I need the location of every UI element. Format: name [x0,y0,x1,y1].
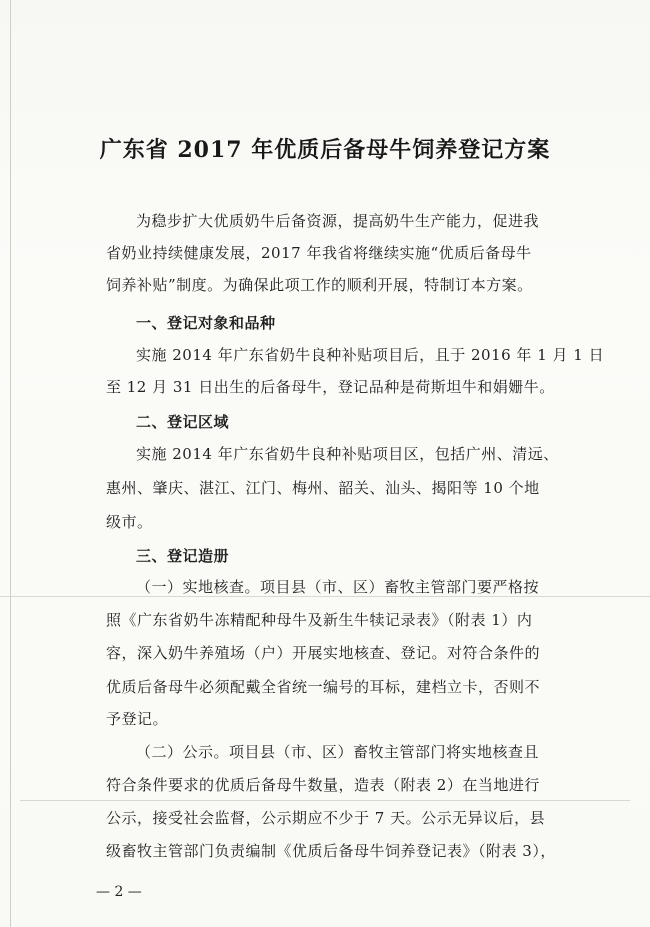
section-heading-3: 三、登记造册 [136,547,230,565]
body-line: 实施 2014 年广东省奶牛良种补贴项目后，且于 2016 年 1 月 1 日 [136,346,605,364]
body-line: 予登记。 [106,710,169,728]
paper-fold-line [20,800,630,801]
body-line: 至 12 月 31 日出生的后备母牛，登记品种是荷斯坦牛和娟姗牛。 [106,378,555,396]
body-line: 级市。 [106,513,153,531]
body-line: （一）实地核查。项目县（市、区）畜牧主管部门要严格按 [136,578,540,596]
section-heading-1: 一、登记对象和品种 [136,314,276,332]
body-line: （二）公示。项目县（市、区）畜牧主管部门将实地核查且 [136,743,540,761]
body-line: 惠州、肇庆、湛江、江门、梅州、韶关、汕头、揭阳等 10 个地 [106,479,540,497]
body-line: 优质后备母牛必须配戴全省统一编号的耳标，建档立卡，否则不 [106,678,541,696]
body-line: 容，深入奶牛养殖场（户）开展实地核查、登记。对符合条件的 [106,644,541,662]
body-line: 照《广东省奶牛冻精配种母牛及新生牛犊记录表》（附表 1）内 [106,611,533,629]
page-number: — 2 — [96,884,142,900]
body-line: 省奶业持续健康发展，2017 年我省将继续实施“优质后备母牛 [106,244,532,262]
document-title: 广东省 2017 年优质后备母牛饲养登记方案 [99,137,551,163]
body-line: 符合条件要求的优质后备母牛数量，造表（附表 2）在当地进行 [106,776,540,794]
body-line: 级畜牧主管部门负责编制《优质后备母牛饲养登记表》（附表 3）， [106,842,556,860]
body-line: 饲养补贴”制度。为确保此项工作的顺利开展，特制订本方案。 [106,276,533,294]
section-heading-2: 二、登记区域 [136,413,230,431]
body-line: 实施 2014 年广东省奶牛良种补贴项目区，包括广州、清远、 [136,445,559,463]
body-line: 公示，接受社会监督，公示期应不少于 7 天。公示无异议后，县 [106,809,546,827]
body-line: 为稳步扩大优质奶牛后备资源，提高奶牛生产能力，促进我 [136,212,540,230]
